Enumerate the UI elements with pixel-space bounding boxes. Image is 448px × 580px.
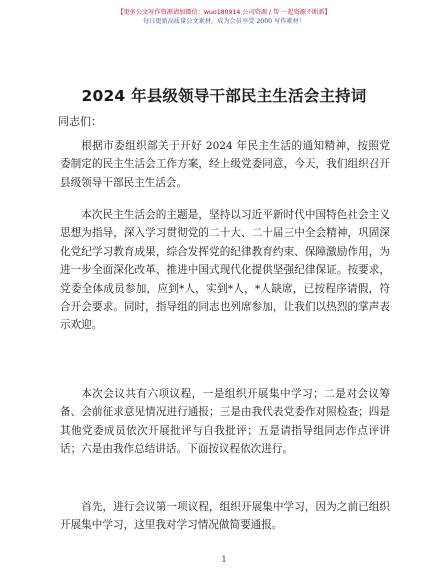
paragraph-4 (60, 498, 390, 535)
paragraph-1 (60, 137, 390, 192)
paragraph-text: 本次民主生活会的主题是，坚持以习近平新时代中国特色社会主义思想为指导，深入学习贯彻党的二十大、二十届三中全会精神，巩固深化党纪学习教育成果，综合发挥党的纪律教育约束、保障激励作用，为进一步全面深化改革、推进中国式现代化提供坚强纪律保证。按要求，党委全体成员参加，应到*人，实到*人，*人缺席，已按程序请假，符合开会要求。同时，指导组的同志也列席参加，让我们以热烈的掌声表示欢迎。 (60, 209, 390, 332)
paragraph-text: 本次会议共有六项议程，一是组织开展集中学习；二是对会议筹备、会前征求意见情况进行通报；三是由我代表党委作对照检查；四是其他党委成员依次开展批评与自我批评；五是请指导组同志作点评讲话；六是由我作总结讲话。下面按议程依次进行。 (60, 388, 390, 456)
promo-banner-line-2: 每日更新高质量公文素材，成为会员享受 2000 写作素材！ (143, 18, 305, 25)
paragraph-3 (60, 385, 390, 459)
paragraph-2 (60, 206, 390, 335)
paragraph-text: 根据市委组织部关于开好 2024 年民主生活的通知精神，按照党委制定的民主生活会工作方案，经上级党委同意，今天，我们组织召开县级领导干部民主生活会。 (60, 140, 390, 189)
promo-banner (0, 8, 448, 26)
promo-banner-line-1: 【更多公文写作资源请加微信：wuo180914 公司资源 / 帮 一起资源不断新】 (117, 9, 331, 16)
page-number: 1 (221, 555, 227, 564)
paragraph-text: 首先，进行会议第一项议程，组织开展集中学习，因为之前已组织开展集中学习，这里我对学习情况做简要通报。 (60, 501, 390, 532)
document-title: 2024 年县级领导干部民主生活会主持词 (81, 87, 367, 105)
greeting: 同志们： (58, 115, 102, 128)
